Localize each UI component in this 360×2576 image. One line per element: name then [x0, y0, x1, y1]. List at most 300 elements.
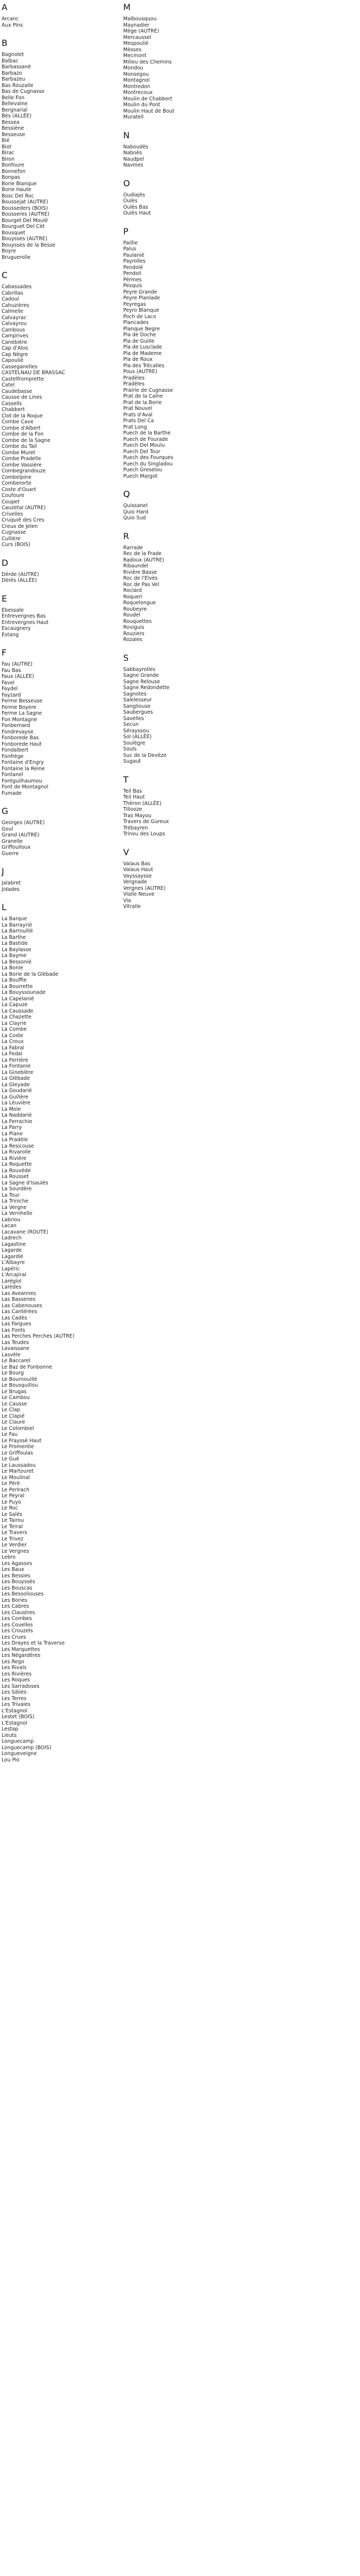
place-name-entry: Saubergues [123, 709, 153, 715]
place-name-entry: Las Bassenes [2, 1297, 36, 1302]
place-name-entry: Barbazeu [2, 76, 26, 82]
place-name-entry: Ladrech [2, 1235, 22, 1241]
place-name-entry: Mèsses [123, 46, 142, 53]
place-name-entry: Paulanié [123, 252, 145, 258]
place-name-entry: La Bonie [2, 965, 23, 971]
place-name-entry: La Barthe [2, 934, 26, 941]
place-name-entry: Le Puyo [2, 1499, 21, 1505]
place-name-entry: Le Salès [2, 1511, 22, 1518]
place-name-entry: Borie Blanque [2, 180, 37, 187]
place-name-entry: Lestap [2, 1726, 19, 1732]
place-name-entry: Payrolles [123, 258, 146, 264]
place-name-entry: Savelles [123, 715, 144, 722]
place-name-entry: Rouziers [123, 630, 145, 637]
place-name-entry: Fonbernard [2, 723, 30, 729]
place-name-entry: Fondalbert [2, 747, 29, 753]
place-name-entry: Las Aveannes [2, 1290, 36, 1297]
place-name-entry: La Rouvède [2, 1167, 31, 1174]
place-name-entry: Lasvèle [2, 1352, 21, 1358]
place-name-entry: Les Bories [2, 1597, 27, 1603]
place-name-entry: La Gineblère [2, 1069, 34, 1076]
place-name-entry: Sagnotes [123, 691, 147, 697]
place-name-entry: La Lèuvière [2, 1100, 31, 1106]
place-name-entry: Pesquis [123, 283, 142, 289]
place-name-entry: Mercaussel [123, 34, 151, 41]
place-name-entry: Goul [2, 826, 13, 832]
place-name-entry: Boyre [2, 248, 17, 254]
place-name-entry: Bessiène [2, 125, 25, 131]
place-name-entry: Ebessale [2, 607, 24, 613]
place-name-entry: Combe de la Fon [2, 431, 44, 437]
letter-section [123, 130, 283, 169]
place-name-entry: Lavaissane [2, 1346, 30, 1352]
place-name-entry: Tras Mayou [123, 812, 151, 819]
place-name-entry: Le Roc [2, 1505, 18, 1511]
place-name-entry: Fau (AUTRE) [2, 661, 33, 667]
place-name-entry: Le Fau [2, 1432, 18, 1437]
place-name-entry: La Resicouse [2, 1143, 34, 1149]
place-name-entry: Belle Fon [2, 94, 25, 101]
place-name-entry: Roc de l'Elvès [123, 575, 158, 581]
section-letter-heading: F [2, 647, 7, 658]
place-name-entry: La Triniche [2, 1198, 29, 1204]
place-name-entry: Le Verdier [2, 1542, 27, 1548]
place-name-entry: La Coste [2, 1032, 23, 1039]
place-name-entry: Roubeyre [123, 606, 147, 612]
place-name-entry: Labriou [2, 1216, 21, 1223]
place-name-entry: Le Cambou [2, 1395, 30, 1401]
place-name-entry: L'Estagnol [2, 1708, 28, 1714]
place-name-entry: Combe de la Sagne [2, 437, 51, 444]
place-name-entry: Combe Pradelle [2, 456, 41, 462]
place-name-entry: Arcanc [2, 16, 19, 22]
place-name-entry: Fontaine la Reine [2, 765, 45, 772]
place-name-entry: Biot [2, 144, 12, 150]
place-name-entry: Vialle Neuve [123, 891, 155, 897]
place-name-entry: Pla de Doche [123, 332, 156, 338]
entry-list [2, 916, 162, 1763]
place-name-entry: La Ferrachie [2, 1118, 33, 1125]
place-name-entry: Coufoure [2, 493, 25, 499]
section-letter-heading: R [123, 531, 130, 541]
place-name-entry: Dèrès (ALLÉE) [2, 578, 37, 583]
section-letter-heading: A [2, 2, 7, 12]
place-name-entry: Murateil [123, 114, 144, 120]
place-name-entry: La Roquette [2, 1161, 32, 1167]
letter-section [2, 902, 162, 1763]
place-name-entry: Lacavane (ROUTE) [2, 1229, 49, 1235]
place-name-entry: Le Clapié [2, 1413, 25, 1419]
place-name-entry: Sagne Redondette [123, 685, 170, 691]
place-name-entry: Ferme Besseuse [2, 698, 43, 704]
place-name-entry: Bousseders (BOIS) [2, 205, 48, 211]
place-name-entry: Le Vergnes [2, 1548, 29, 1554]
place-name-entry: Cabassades [2, 284, 32, 290]
entry-list [123, 667, 283, 765]
place-name-entry: Roqueri [123, 594, 142, 600]
place-name-entry: Capoulié [2, 358, 23, 364]
place-name-entry: La Bayme [2, 953, 27, 959]
place-name-entry: Sagne Grande [123, 673, 159, 678]
place-name-entry: La Barrayrié [2, 922, 33, 928]
place-name-entry: Bié [2, 138, 10, 144]
place-name-entry: Fonborede Bas [2, 735, 39, 741]
place-name-entry: Poch de Laco [123, 313, 156, 320]
place-name-entry: Bosc Del Roc [2, 193, 34, 199]
place-name-entry: Les Bouyssès [2, 1579, 35, 1585]
place-name-entry: Lieuts [2, 1732, 17, 1739]
place-name-entry: Le Peyral [2, 1493, 25, 1499]
place-name-entry: La Rivière [2, 1155, 27, 1161]
place-name-entry: Comberorte [2, 480, 31, 486]
place-name-entry: Naboès [123, 150, 142, 156]
place-name-entry: Cadoul [2, 296, 19, 302]
place-name-entry: Prats Del Ca [123, 418, 154, 424]
place-name-entry: Combe Cave [2, 419, 34, 425]
place-name-entry: Vitralle [123, 904, 141, 910]
place-name-entry: Rouquettes [123, 618, 152, 625]
place-name-entry: Vayssaysse [123, 873, 152, 879]
place-name-entry: Las Fonts [2, 1327, 26, 1333]
place-name-entry: La Ferrière [2, 1057, 28, 1063]
place-name-entry: La Vernhelle [2, 1211, 33, 1216]
place-name-entry: Crivelles [2, 511, 23, 517]
place-name-entry: Tillooze [123, 807, 142, 812]
place-name-entry: Le Bournouillé [2, 1376, 37, 1382]
place-name-entry: Souls [123, 746, 137, 752]
place-name-entry: Lagardié [2, 1253, 23, 1260]
place-name-entry: Le Causse [2, 1401, 27, 1407]
place-name-entry: La Clayrie [2, 1020, 27, 1026]
place-name-entry: Bas de Cugnasse [2, 89, 45, 94]
place-name-entry: Pla des Trécalles [123, 362, 165, 369]
place-name-entry: Fontaine d'Engry [2, 760, 44, 765]
place-name-entry: Cullière [2, 535, 21, 542]
place-name-entry: Teil Bas [123, 788, 142, 794]
place-name-entry: Le Moulinal [2, 1474, 30, 1481]
place-name-entry: Ribaundel [123, 563, 149, 569]
place-name-entry: La Combe [2, 1026, 27, 1032]
place-name-entry: Mège (AUTRE) [123, 28, 159, 34]
place-name-entry: Lestet (BOIS) [2, 1714, 35, 1720]
section-letter-heading: L [2, 902, 6, 912]
place-name-entry: Naudpel [123, 156, 144, 162]
place-name-entry: Roclard [123, 588, 142, 594]
place-name-entry: L'Estagnol [2, 1720, 28, 1726]
place-name-entry: Chabbert [2, 407, 25, 413]
section-letter-heading: T [123, 774, 129, 785]
place-name-entry: Favel [2, 679, 15, 686]
letter-section [123, 531, 283, 643]
section-letter-heading: M [123, 2, 131, 12]
place-name-entry: Montrecoux [123, 90, 153, 96]
place-name-entry: Bessea [2, 119, 20, 125]
letter-section [123, 847, 283, 910]
place-name-entry: Fon Montagne [2, 716, 37, 723]
place-name-entry: Fumade [2, 790, 22, 796]
place-name-entry: Cahuzières [2, 302, 29, 309]
place-name-entry: Prairie de Cugnasse [123, 387, 173, 393]
place-name-entry: Granelle [2, 838, 23, 844]
place-name-entry: Lacan [2, 1223, 17, 1229]
place-name-entry: Montagnol [123, 77, 150, 83]
place-name-entry: L'Arcajiral [2, 1272, 27, 1278]
place-name-entry: La Guillère [2, 1094, 29, 1100]
place-name-entry: Les Agasses [2, 1560, 33, 1567]
place-name-entry: Las Perches Perches (AUTRE) [2, 1333, 75, 1339]
place-name-entry: Las Teudes [2, 1339, 29, 1346]
place-name-entry: Camprives [2, 333, 29, 339]
place-name-entry: Les Sarradoses [2, 1683, 39, 1689]
place-name-entry: Puech des Fourques [123, 455, 173, 461]
letter-section [123, 653, 283, 765]
place-name-entry: Cambous [2, 327, 25, 333]
place-name-entry: Grand (AUTRE) [2, 832, 39, 838]
place-name-entry: Le Colombiel [2, 1425, 34, 1432]
place-name-entry: Le Fromentie [2, 1444, 34, 1450]
place-name-entry: Les Drayes et la Traverse [2, 1640, 65, 1646]
place-name-entry: Bouysses (AUTRE) [2, 236, 47, 242]
place-name-entry: Ferme Boyere [2, 704, 37, 710]
place-name-entry: Les Rivières [2, 1671, 32, 1677]
place-name-entry: Le Laussadou [2, 1462, 36, 1468]
place-name-entry: Cabrillas [2, 290, 23, 296]
section-letter-heading: V [123, 847, 129, 857]
place-name-entry: Cruquié des Cres [2, 517, 45, 523]
place-name-entry: La Sagne d'Isaulès [2, 1180, 49, 1186]
place-name-entry: Oulès Haut [123, 210, 151, 216]
place-name-entry: Le Brugas [2, 1388, 27, 1395]
place-name-entry: Montredon [123, 83, 150, 90]
place-name-entry: Paillie [123, 240, 138, 246]
place-name-entry: Combe d'Albert [2, 425, 41, 431]
place-name-entry: Causse de Lines [2, 394, 42, 400]
place-name-entry: Lou Pio [2, 1757, 20, 1763]
place-name-entry: Les Sibiés [2, 1689, 27, 1695]
place-name-entry: Combe Vassière [2, 462, 42, 468]
place-name-entry: Font de Montagnol [2, 784, 49, 790]
place-name-entry: Entrevergnes Bas [2, 613, 46, 619]
place-name-entry: Bergnarial [2, 107, 28, 113]
place-name-entry: Sérayssou [123, 728, 149, 734]
place-name-entry: Bas Rouzalle [2, 82, 34, 89]
place-name-entry: Le Clap [2, 1407, 20, 1413]
place-name-entry: Moulin du Pont [123, 102, 161, 108]
place-name-entry: Bourget Del Moulé [2, 217, 48, 224]
place-name-entry: Oudiajès [123, 192, 145, 198]
place-name-entry: La Goudarié [2, 1088, 32, 1094]
place-name-entry: Plancades [123, 320, 149, 326]
place-name-entry: La Caussade [2, 1008, 34, 1014]
place-name-entry: Les Claustres [2, 1609, 35, 1616]
place-name-entry: Peyregas [123, 301, 146, 307]
place-name-entry: Fonborede Haut [2, 741, 42, 747]
place-name-entry: Bès (ALLÉE) [2, 113, 32, 119]
place-name-entry: Birac [2, 150, 14, 156]
place-name-entry: Le Perlrach [2, 1487, 30, 1493]
place-name-entry: La Fedal [2, 1051, 22, 1057]
place-name-entry: La Barque [2, 916, 27, 922]
place-name-entry: La Glèbade [2, 1076, 30, 1081]
entry-list [123, 240, 283, 480]
place-name-entry: Teil Haut [123, 794, 145, 800]
place-name-entry: Secun [123, 722, 139, 728]
place-name-entry: Prat Nouvel [123, 406, 153, 412]
place-name-entry: Sol (ALLÉE) [123, 734, 152, 740]
place-name-entry: Puech Greselou [123, 467, 162, 473]
place-name-entry: Larèdes [2, 1284, 21, 1290]
place-name-entry: Prat de la Caîne [123, 393, 163, 399]
place-name-entry: Combegrandouze [2, 468, 46, 474]
place-name-entry: Fontanel [2, 772, 23, 778]
place-name-entry: Bagnolet [2, 52, 24, 58]
place-name-entry: Les Négardéres [2, 1653, 41, 1658]
place-name-entry: Combe du Tail [2, 444, 37, 449]
place-name-entry: Lagarde [2, 1247, 22, 1253]
place-name-entry: Coupet [2, 499, 20, 505]
place-name-entry: La Fontanie [2, 1063, 31, 1069]
entry-list [123, 192, 283, 217]
place-name-entry: Pradèles [123, 381, 145, 387]
place-name-entry: Les Couelles [2, 1622, 33, 1628]
place-name-entry: Navines [123, 162, 143, 168]
place-name-entry: Les Rego [2, 1658, 25, 1665]
place-name-entry: Le Claure [2, 1419, 26, 1425]
place-name-entry: Calvayrac [2, 314, 27, 321]
place-name-entry: Rivière Basse [123, 569, 157, 575]
place-name-entry: Pla de Guille [123, 338, 155, 344]
place-name-entry: Canebière [2, 339, 27, 345]
place-name-entry: Roc de Pas Vel [123, 581, 159, 588]
place-name-entry: Borie Haute [2, 187, 31, 193]
place-name-entry: Monsegou [123, 71, 149, 77]
place-name-entry: La Croux [2, 1039, 24, 1045]
place-name-entry: Rozales [123, 637, 142, 643]
place-name-entry: Salelesseur [123, 697, 152, 703]
place-name-entry: Caudebasse [2, 388, 33, 394]
place-name-entry: Le Travers [2, 1530, 27, 1536]
place-name-entry: Pendolé [123, 264, 143, 271]
place-name-entry: Prats d'Aval [123, 412, 153, 418]
place-name-entry: Aux Pins [2, 22, 23, 28]
place-name-entry: La Rousset [2, 1174, 29, 1180]
entry-list [123, 788, 283, 837]
place-name-entry: Combe Muret [2, 449, 36, 456]
place-name-entry: Pla de Mademe [123, 350, 162, 357]
place-name-entry: Mondou [123, 65, 143, 71]
letter-section [123, 178, 283, 217]
place-name-entry: Le Baccarel [2, 1358, 31, 1364]
place-name-entry: Quio Sud [123, 515, 146, 521]
place-name-entry: Biron [2, 156, 15, 162]
place-name-entry: Faux (ALLÉE) [2, 674, 34, 679]
place-name-entry: Jidades [2, 886, 20, 892]
place-name-entry: La Naddarié [2, 1112, 32, 1118]
place-name-entry: Sangliouse [123, 703, 151, 709]
place-name-entry: Combelpine [2, 474, 32, 480]
place-name-entry: Le Frayssé Haut [2, 1437, 42, 1444]
place-name-entry: Puech Del Moulu [123, 442, 165, 448]
place-name-entry: L'Albayre [2, 1260, 25, 1266]
place-name-entry: Calmelle [2, 309, 23, 314]
place-name-entry: Bruguerolle [2, 254, 31, 260]
place-name-entry: Sugaut [123, 758, 141, 764]
place-name-entry: Le Tairou [2, 1518, 24, 1523]
place-name-entry: Les Trivales [2, 1702, 31, 1708]
place-name-entry: Catel [2, 382, 15, 388]
place-name-entry: Bonnefon [2, 168, 26, 175]
place-name-entry: Puech de Fourade [123, 436, 169, 442]
place-name-entry: La Fabral [2, 1045, 25, 1051]
place-name-entry: Bouysses de la Besse [2, 242, 55, 248]
place-name-entry: Puech Del Tour [123, 448, 161, 455]
place-name-entry: Maynadier [123, 22, 150, 28]
place-name-entry: Naboudès [123, 144, 148, 150]
place-name-entry: La Capelanié [2, 995, 34, 1002]
place-name-entry: Milieu des Chemins [123, 59, 172, 65]
place-name-entry: Curs (BOIS) [2, 542, 30, 548]
place-name-entry: La Chazette [2, 1014, 31, 1020]
place-name-entry: Pla de Lusclade [123, 344, 162, 350]
place-name-entry: Oulès [123, 198, 138, 204]
place-name-entry: La Baylasse [2, 946, 31, 953]
place-name-entry: Bellevalne [2, 101, 28, 107]
section-letter-heading: B [2, 38, 7, 48]
place-name-entry: Le Bourg [2, 1370, 24, 1376]
place-name-entry: Dèrde (AUTRE) [2, 571, 39, 578]
place-name-entry: Cap Nègre [2, 351, 28, 358]
place-name-entry: Mespoulié [123, 41, 149, 46]
place-name-entry: Calvayrou [2, 321, 27, 327]
place-name-entry: Prat de la Borie [123, 399, 162, 406]
place-name-entry: Le Terral [2, 1523, 23, 1530]
place-name-entry: Malbousquou [123, 16, 157, 22]
letter-section [123, 775, 283, 837]
place-name-entry: La Bourrette [2, 983, 33, 990]
place-name-entry: Palus [123, 246, 137, 252]
section-letter-heading: E [2, 593, 7, 604]
place-name-entry: Boussejat (AUTRE) [2, 199, 49, 205]
place-name-entry: Soulègre [123, 740, 146, 746]
place-name-entry: Longueveigne [2, 1751, 37, 1757]
place-name-entry: Rarrade [123, 544, 143, 551]
place-name-entry: Les Combes [2, 1616, 32, 1622]
place-name-entry: Les Rivals [2, 1665, 27, 1671]
place-name-entry: Bousseres (AUTRE) [2, 211, 50, 217]
section-letter-heading: O [123, 178, 130, 188]
place-name-entry: Radoux (AUTRE) [123, 557, 164, 563]
place-name-entry: Les Baux [2, 1567, 25, 1573]
place-name-entry: Les Terres [2, 1695, 27, 1702]
place-name-entry: La Bouyssounade [2, 990, 46, 995]
place-name-entry: Balbac [2, 58, 19, 64]
place-name-entry: Creux de Jelen [2, 523, 38, 530]
place-name-entry: La Pradèle [2, 1137, 28, 1143]
section-letter-heading: C [2, 270, 8, 280]
section-letter-heading: J [2, 866, 4, 876]
place-name-entry: Planque Negre [123, 326, 160, 332]
place-name-entry: Prat Long [123, 424, 147, 430]
place-name-entry: La Borie de la Glèbade [2, 971, 59, 977]
place-name-entry: Mecmont [123, 53, 147, 59]
place-name-entry: Cauzetal (AUTRE) [2, 505, 46, 511]
place-name-entry: Las Cantérées [2, 1309, 37, 1315]
place-name-entry: Lebro [2, 1554, 16, 1560]
place-name-entry: Quissanel [123, 503, 148, 509]
place-name-entry: Les Crouzels [2, 1628, 33, 1634]
place-name-entry: Puech Margot [123, 473, 158, 479]
place-name-entry: Thèron (ALLÉE) [123, 800, 162, 807]
